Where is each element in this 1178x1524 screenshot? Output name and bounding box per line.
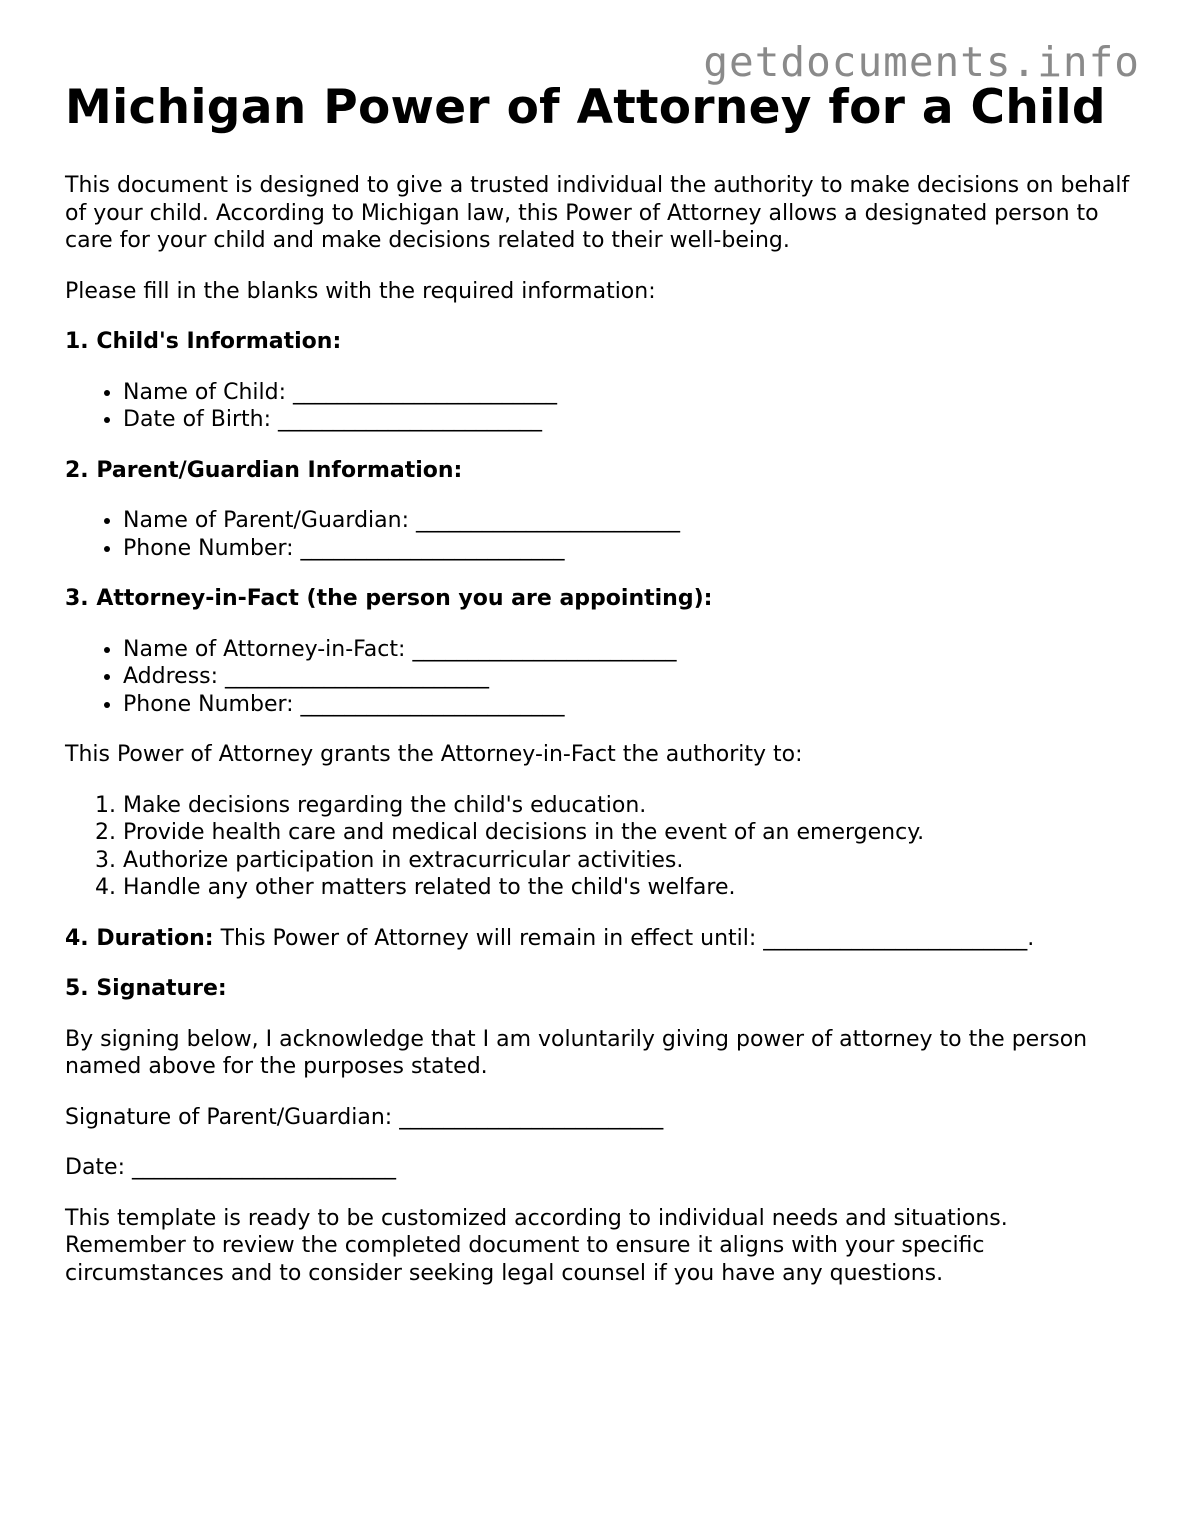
authority-intro: This Power of Attorney grants the Attorney-in-Fact the authority to:: [65, 742, 803, 767]
date-blank[interactable]: ________________________: [132, 1155, 396, 1180]
list-item-attorney-phone: [123, 691, 1135, 719]
signature-blank[interactable]: ________________________: [399, 1104, 664, 1130]
attorney-info-list: [65, 636, 1135, 719]
section-signature-title: 5. Signature:: [65, 976, 227, 1001]
parent-info-list: [65, 507, 1135, 562]
attorney-name-blank[interactable]: ________________________: [412, 636, 677, 662]
date-line: [65, 1154, 1135, 1182]
attorney-address-label: Address:: [123, 664, 219, 689]
section-child-title: 1. Child's Information:: [65, 329, 342, 354]
signature-line: [65, 1104, 1135, 1132]
list-item-parent-name: [123, 507, 1135, 535]
attorney-address-blank[interactable]: ________________________: [225, 664, 490, 689]
child-info-list: [65, 379, 1135, 434]
list-item-child-dob: [123, 406, 1135, 434]
intro-paragraph: This document is designed to give a trusted individual the authority to make decisions on behalf of your child. According to Michigan law, this Power of Attorney allows a designated person to care for your child and make decisions related to their well-being.: [65, 173, 1130, 253]
closing-paragraph: This template is ready to be customized according to individual needs and situations. Remember to review the completed document to ensure it aligns with your specific circumstances and to consider seeking legal counsel if you have any questions.: [65, 1205, 1008, 1286]
authority-item: 1. Make decisions regarding the child's education.: [123, 792, 1135, 820]
authority-item: 2. Provide health care and medical decisions in the event of an emergency.: [123, 819, 1135, 847]
list-item-attorney-address: [123, 663, 1135, 691]
watermark: getdocuments.info: [703, 38, 1140, 86]
date-label: Date:: [65, 1155, 125, 1180]
parent-name-label: Name of Parent/Guardian:: [123, 508, 409, 533]
acknowledgement-paragraph: By signing below, I acknowledge that I am voluntarily giving power of attorney to the person named above for the purposes stated.: [65, 1026, 1088, 1079]
section-parent-title: 2. Parent/Guardian Information:: [65, 457, 463, 483]
attorney-phone-label: Phone Number:: [123, 691, 294, 717]
parent-phone-label: Phone Number:: [123, 535, 294, 561]
duration-text: This Power of Attorney will remain in effect until:: [220, 925, 757, 951]
instructions-paragraph: Please fill in the blanks with the required information:: [65, 278, 656, 304]
list-item-attorney-name: [123, 636, 1135, 664]
child-dob-blank[interactable]: ________________________: [278, 407, 543, 432]
child-dob-label: Date of Birth:: [123, 407, 272, 432]
attorney-phone-blank[interactable]: ________________________: [300, 691, 565, 717]
attorney-name-label: Name of Attorney-in-Fact:: [123, 636, 406, 662]
list-item-parent-phone: [123, 535, 1135, 563]
parent-phone-blank[interactable]: ________________________: [300, 535, 565, 561]
duration-label: 4. Duration:: [65, 925, 214, 951]
authority-list: [65, 792, 1135, 902]
child-name-blank[interactable]: ________________________: [293, 379, 558, 405]
parent-name-blank[interactable]: ________________________: [415, 508, 680, 533]
section-attorney-title: 3. Attorney-in-Fact (the person you are appointing):: [65, 586, 713, 611]
duration-blank[interactable]: ________________________: [763, 925, 1028, 951]
page-title: Michigan Power of Attorney for a Child: [65, 80, 1106, 135]
signature-label: Signature of Parent/Guardian:: [65, 1104, 393, 1130]
duration-paragraph: [65, 925, 1135, 953]
list-item-child-name: [123, 379, 1135, 407]
document-body: [65, 78, 1135, 1310]
child-name-label: Name of Child:: [123, 379, 287, 405]
authority-item: 3. Authorize participation in extracurricular activities.: [123, 847, 1135, 875]
duration-period: .: [1027, 925, 1035, 951]
authority-item: 4. Handle any other matters related to the child's welfare.: [123, 874, 1135, 902]
